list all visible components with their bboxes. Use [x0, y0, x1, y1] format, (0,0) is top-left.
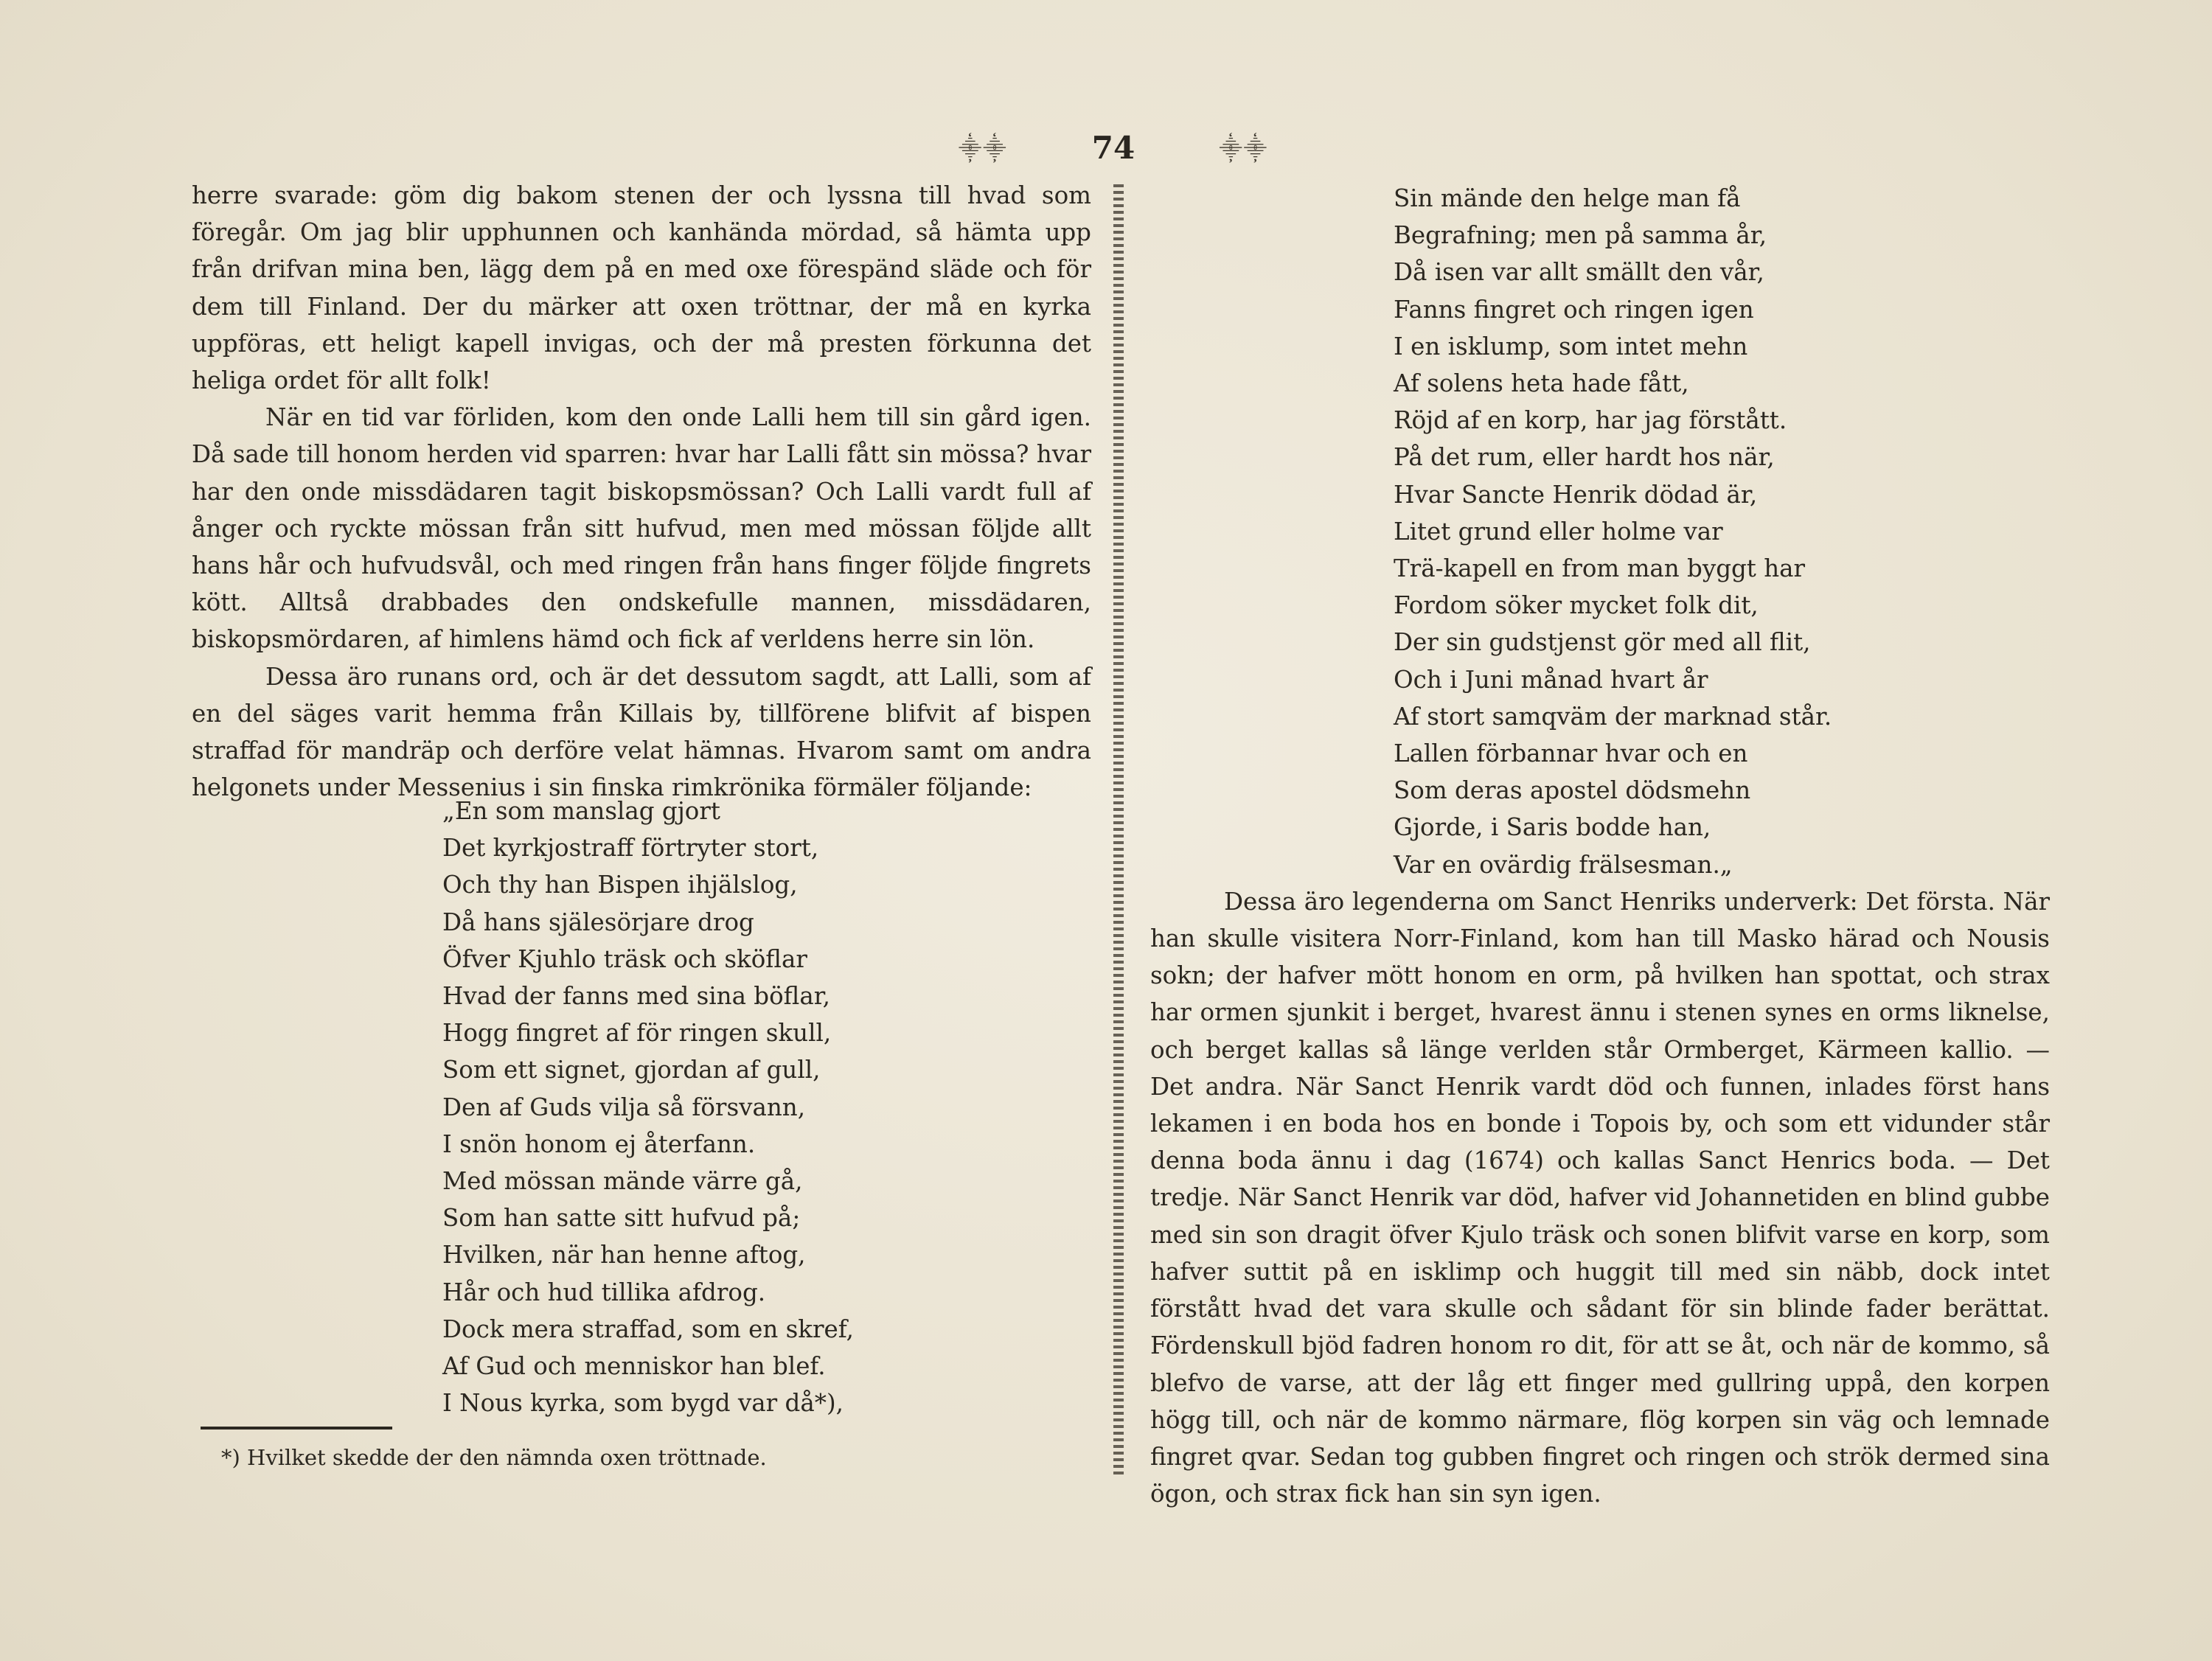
page-header: [959, 125, 1268, 170]
poem-line: Dock mera straffad, som en skref,: [442, 1314, 854, 1343]
poem-right: [1394, 180, 2050, 883]
ornament-right-icon: ⸎⸎: [1219, 136, 1268, 162]
poem-line: Som deras apostel dödsmehn: [1394, 776, 1751, 805]
poem-line: Då isen var allt smällt den vår,: [1394, 258, 1764, 287]
paragraph: Dessa äro legenderna om Sanct Henriks underverk: Det första. När han skulle visitera Norr-Finland, kom han till Masko härad och Nousis sokn; der hafver mött honom en orm, på hvilken han spottat, och strax har ormen sjunkit i berget, hvarest ännu i stenen synes en orms liknelse, och berget kallas så länge verlden står Ormberget, Kärmeen kallio. — Det andra. När Sanct Henrik vardt död och funnen, inlades först hans lekamen i en boda hos en bonde i Topois by, och som ett vidunder står denna boda ännu i dag (1674) och kallas Sanct Henrics boda. — Det tredje. När Sanct Henrik var död, hafver vid Johannetiden en blind gubbe med sin son dragit öfver Kjulo träsk och sonen blifvit varse en korp, som hafver suttit på en isklimp och huggit till med sin näbb, dock intet förstått hvad det vara skulle och sådant för sin blinde fader berättat. Fördenskull bjöd fadren honom ro dit, för att se åt, och när de kommo, så blefvo de varse, att der låg ett finger med gullring uppå, den korpen högg till, och när de kommo närmare, flög korpen sin väg och lemnade fingret qvar. Sedan tog gubben fingret och ringen och strök dermed sina ögon, och strax fick han sin syn igen.: [1150, 887, 2050, 1508]
poem-line: Af Gud och menniskor han blef.: [442, 1352, 826, 1381]
poem-line: Begrafning; men på samma år,: [1394, 221, 1767, 250]
poem-line: Lallen förbannar hvar och en: [1394, 739, 1748, 768]
poem-line: Gjorde, i Saris bodde han,: [1394, 813, 1711, 842]
ornament-left-icon: ⸎⸎: [959, 136, 1008, 162]
poem-line: På det rum, eller hardt hos när,: [1394, 443, 1775, 472]
left-column: [192, 177, 1091, 806]
poem-line: Var en ovärdig frälsesman.„: [1394, 850, 1733, 879]
poem-line: Sin mände den helge man få: [1394, 184, 1741, 212]
poem-line: Hvad der fanns med sina böflar,: [442, 982, 831, 1011]
poem-line: Hår och hud tillika afdrog.: [442, 1278, 766, 1306]
paragraph: herre svarade: göm dig bakom stenen der och lyssna till hvad som föregår. Om jag blir upphunnen och kanhända mördad, så hämta upp från drifvan mina ben, lägg dem på en med oxe förespänd släde och för dem till Finland. Der du märker att oxen tröttnar, der må en kyrka uppföras, ett heligt kapell invigas, och der må presten förkunna det heliga ordet för allt folk!: [192, 181, 1091, 395]
poem-line: Hvar Sancte Henrik dödad är,: [1394, 480, 1758, 509]
page-number: 74: [1091, 129, 1135, 166]
poem-line: Litet grund eller holme var: [1394, 517, 1723, 546]
poem-line: Hvilken, när han henne aftog,: [442, 1241, 806, 1270]
poem-line: Och thy han Bispen ihjälslog,: [442, 871, 798, 899]
poem-line: Det kyrkjostraff förtryter stort,: [442, 834, 819, 863]
poem-line: Den af Guds vilja så försvann,: [442, 1093, 806, 1121]
poem-line: I Nous kyrka, som bygd var då*),: [442, 1389, 844, 1418]
poem-line: Af solens heta hade fått,: [1394, 369, 1689, 398]
poem-line: „En som manslag gjort: [442, 797, 720, 825]
paragraph: Dessa äro runans ord, och är det dessutom sagdt, att Lalli, som af en del säges varit hemma från Killais by, tillförene blifvit af bispen straffad för mandräp och derföre velat hämnas. Hvarom samt om andra helgonets under Messenius i sin finska rimkrönika förmäler följande:: [192, 662, 1091, 802]
poem-line: Röjd af en korp, har jag förstått.: [1394, 406, 1787, 435]
footnote-rule: [201, 1427, 392, 1430]
poem-line: Af stort samqväm der marknad står.: [1394, 702, 1832, 731]
poem-line: Trä-kapell en from man byggt har: [1394, 554, 1806, 583]
column-divider: [1113, 184, 1124, 1474]
poem-line: Som ett signet, gjordan af gull,: [442, 1056, 821, 1084]
poem-line: Med mössan mände värre gå,: [442, 1167, 803, 1196]
right-column: [1150, 180, 2050, 1512]
poem-left: [442, 793, 854, 1421]
poem-line: Der sin gudstjenst gör med all flit,: [1394, 628, 1811, 657]
paragraph: När en tid var förliden, kom den onde Lalli hem till sin gård igen. Då sade till honom herden vid sparren: hvar har Lalli fått sin mössa? hvar har den onde missdädaren tagit biskopsmössan? Och Lalli vardt full af ånger och ryckte mössan från sitt hufvud, men med mössan följde allt hans hår och hufvudsvål, och med ringen från hans finger följde fingrets kött. Alltså drabbades den ondskefulle mannen, missdädaren, biskopsmördaren, af himlens hämd och fick af verldens herre sin lön.: [192, 403, 1091, 654]
poem-line: Hogg fingret af för ringen skull,: [442, 1019, 832, 1048]
poem-line: Som han satte sitt hufvud på;: [442, 1204, 801, 1233]
poem-line: I snön honom ej återfann.: [442, 1129, 756, 1158]
poem-line: Och i Juni månad hvart år: [1394, 665, 1708, 694]
poem-line: Då hans själesörjare drog: [442, 908, 754, 936]
footnote: *) Hvilket skedde der den nämnda oxen tröttnade.: [221, 1445, 767, 1470]
poem-line: I en isklump, som intet mehn: [1394, 332, 1748, 361]
poem-line: Fanns fingret och ringen igen: [1394, 295, 1754, 324]
poem-line: Öfver Kjuhlo träsk och sköflar: [442, 944, 807, 973]
poem-line: Fordom söker mycket folk dit,: [1394, 591, 1759, 620]
